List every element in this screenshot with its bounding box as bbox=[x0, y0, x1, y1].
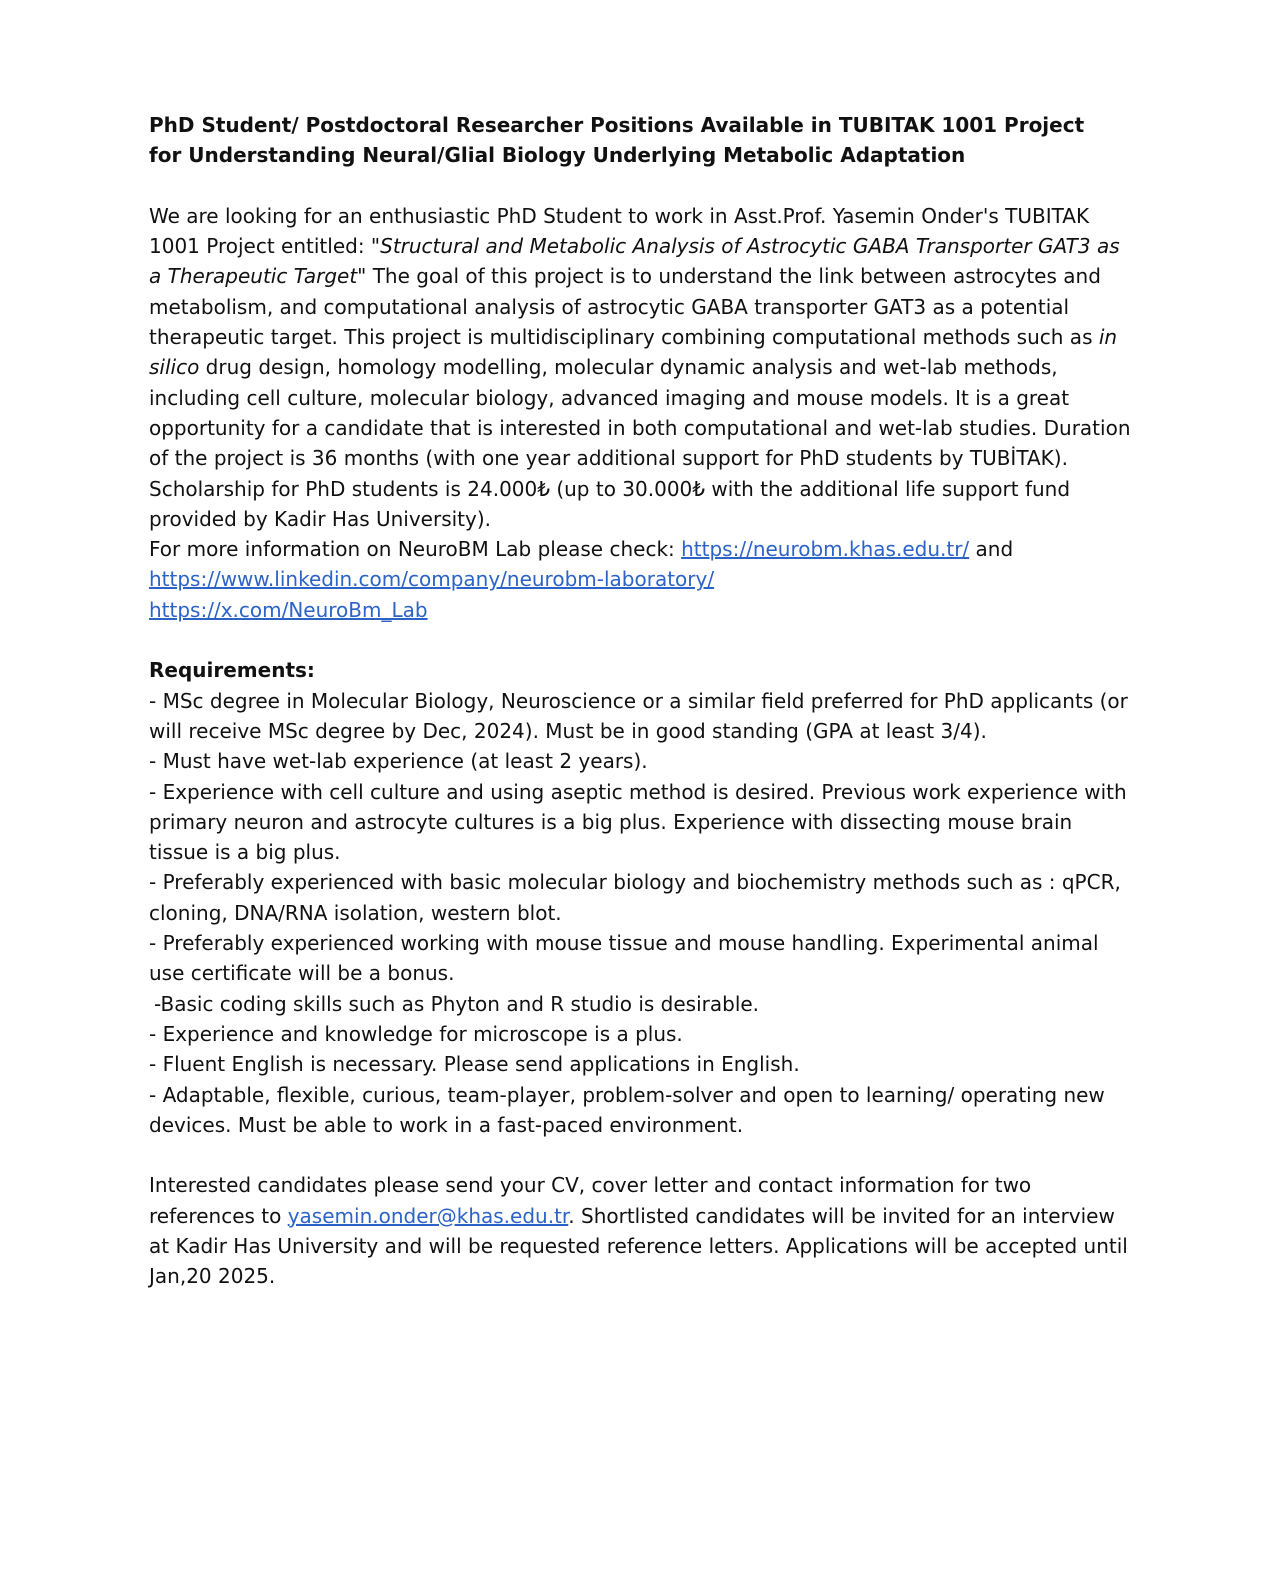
intro-paragraph bbox=[149, 201, 1134, 625]
requirement-item: - Experience and knowledge for microscope is a plus. bbox=[149, 1021, 683, 1046]
requirement-item: - Adaptable, flexible, curious, team-player, problem-solver and open to learning/ operating new devices. Must be able to work in a fast-paced environment. bbox=[149, 1082, 1105, 1137]
requirement-item: - Fluent English is necessary. Please send applications in English. bbox=[149, 1052, 800, 1077]
in-silico-term: in silico bbox=[149, 325, 1118, 380]
x-link[interactable]: https://x.com/NeuroBm_Lab bbox=[149, 597, 428, 622]
requirement-item: - Preferably experienced with basic molecular biology and biochemistry methods such as : qPCR, cloning, DNA/RNA isolation, western blot. bbox=[149, 870, 1121, 925]
spacer bbox=[149, 625, 1134, 655]
closing-prefix: Interested candidates please send your CV, cover letter and contact information for two references to bbox=[149, 1173, 1032, 1228]
linkedin-link[interactable]: https://www.linkedin.com/company/neurobm-laboratory/ bbox=[149, 567, 715, 592]
closing-paragraph bbox=[149, 1170, 1134, 1291]
website-link[interactable]: https://neurobm.khas.edu.tr/ bbox=[681, 537, 970, 562]
requirement-item: - MSc degree in Molecular Biology, Neuroscience or a similar field preferred for PhD applicants (or will receive MSc degree by Dec, 2024). Must be in good standing (GPA at least 3/4). bbox=[149, 688, 1128, 743]
closing-suffix: . Shortlisted candidates will be invited for an interview at Kadir Has University and will be requested reference letters. Applications will be accepted until Jan,20 2025. bbox=[149, 1203, 1128, 1289]
requirement-item: -Basic coding skills such as Phyton and R studio is desirable. bbox=[154, 991, 760, 1016]
more-info-prefix: For more information on NeuroBM Lab please check: bbox=[149, 537, 682, 562]
email-link[interactable]: yasemin.onder@khas.edu.tr bbox=[287, 1203, 569, 1228]
intro-text-3: drug design, homology modelling, molecular dynamic analysis and wet-lab methods, including cell culture, molecular biology, advanced imaging and mouse models. It is a great opportunity for a candidate that is interested in both computational and wet-lab studies. Duration of the project is 36 months (with one year additional support for PhD students by TUBİTAK). Scholarship for PhD students is 24.000₺ (up to 30.000₺ with the additional life support fund provided by Kadir Has University). bbox=[149, 355, 1131, 531]
project-title: Structural and Metabolic Analysis of Astrocytic GABA Transporter GAT3 as a Therapeutic Target bbox=[149, 234, 1120, 289]
document-page bbox=[149, 110, 1134, 1292]
requirement-item: - Must have wet-lab experience (at least 2 years). bbox=[149, 749, 648, 774]
requirement-item: - Experience with cell culture and using aseptic method is desired. Previous work experience with primary neuron and astrocyte cultures is a big plus. Experience with dissecting mouse brain tissue is a big plus. bbox=[149, 779, 1127, 865]
requirements-heading: Requirements: bbox=[149, 658, 315, 683]
and-word: and bbox=[969, 537, 1014, 562]
document-title: PhD Student/ Postdoctoral Researcher Positions Available in TUBITAK 1001 Project for Understanding Neural/Glial Biology Underlying Metabolic Adaptation bbox=[149, 113, 1085, 168]
intro-text-2: " The goal of this project is to understand the link between astrocytes and metabolism, and computational analysis of astrocytic GABA transporter GAT3 as a potential therapeutic target. This project is multidisciplinary combining computational methods such as bbox=[149, 264, 1101, 350]
intro-text-1: We are looking for an enthusiastic PhD Student to work in Asst.Prof. Yasemin Onder's TUBITAK 1001 Project entitled: " bbox=[149, 203, 1090, 259]
requirement-item: - Preferably experienced working with mouse tissue and mouse handling. Experimental animal use certificate will be a bonus. bbox=[149, 931, 1099, 986]
